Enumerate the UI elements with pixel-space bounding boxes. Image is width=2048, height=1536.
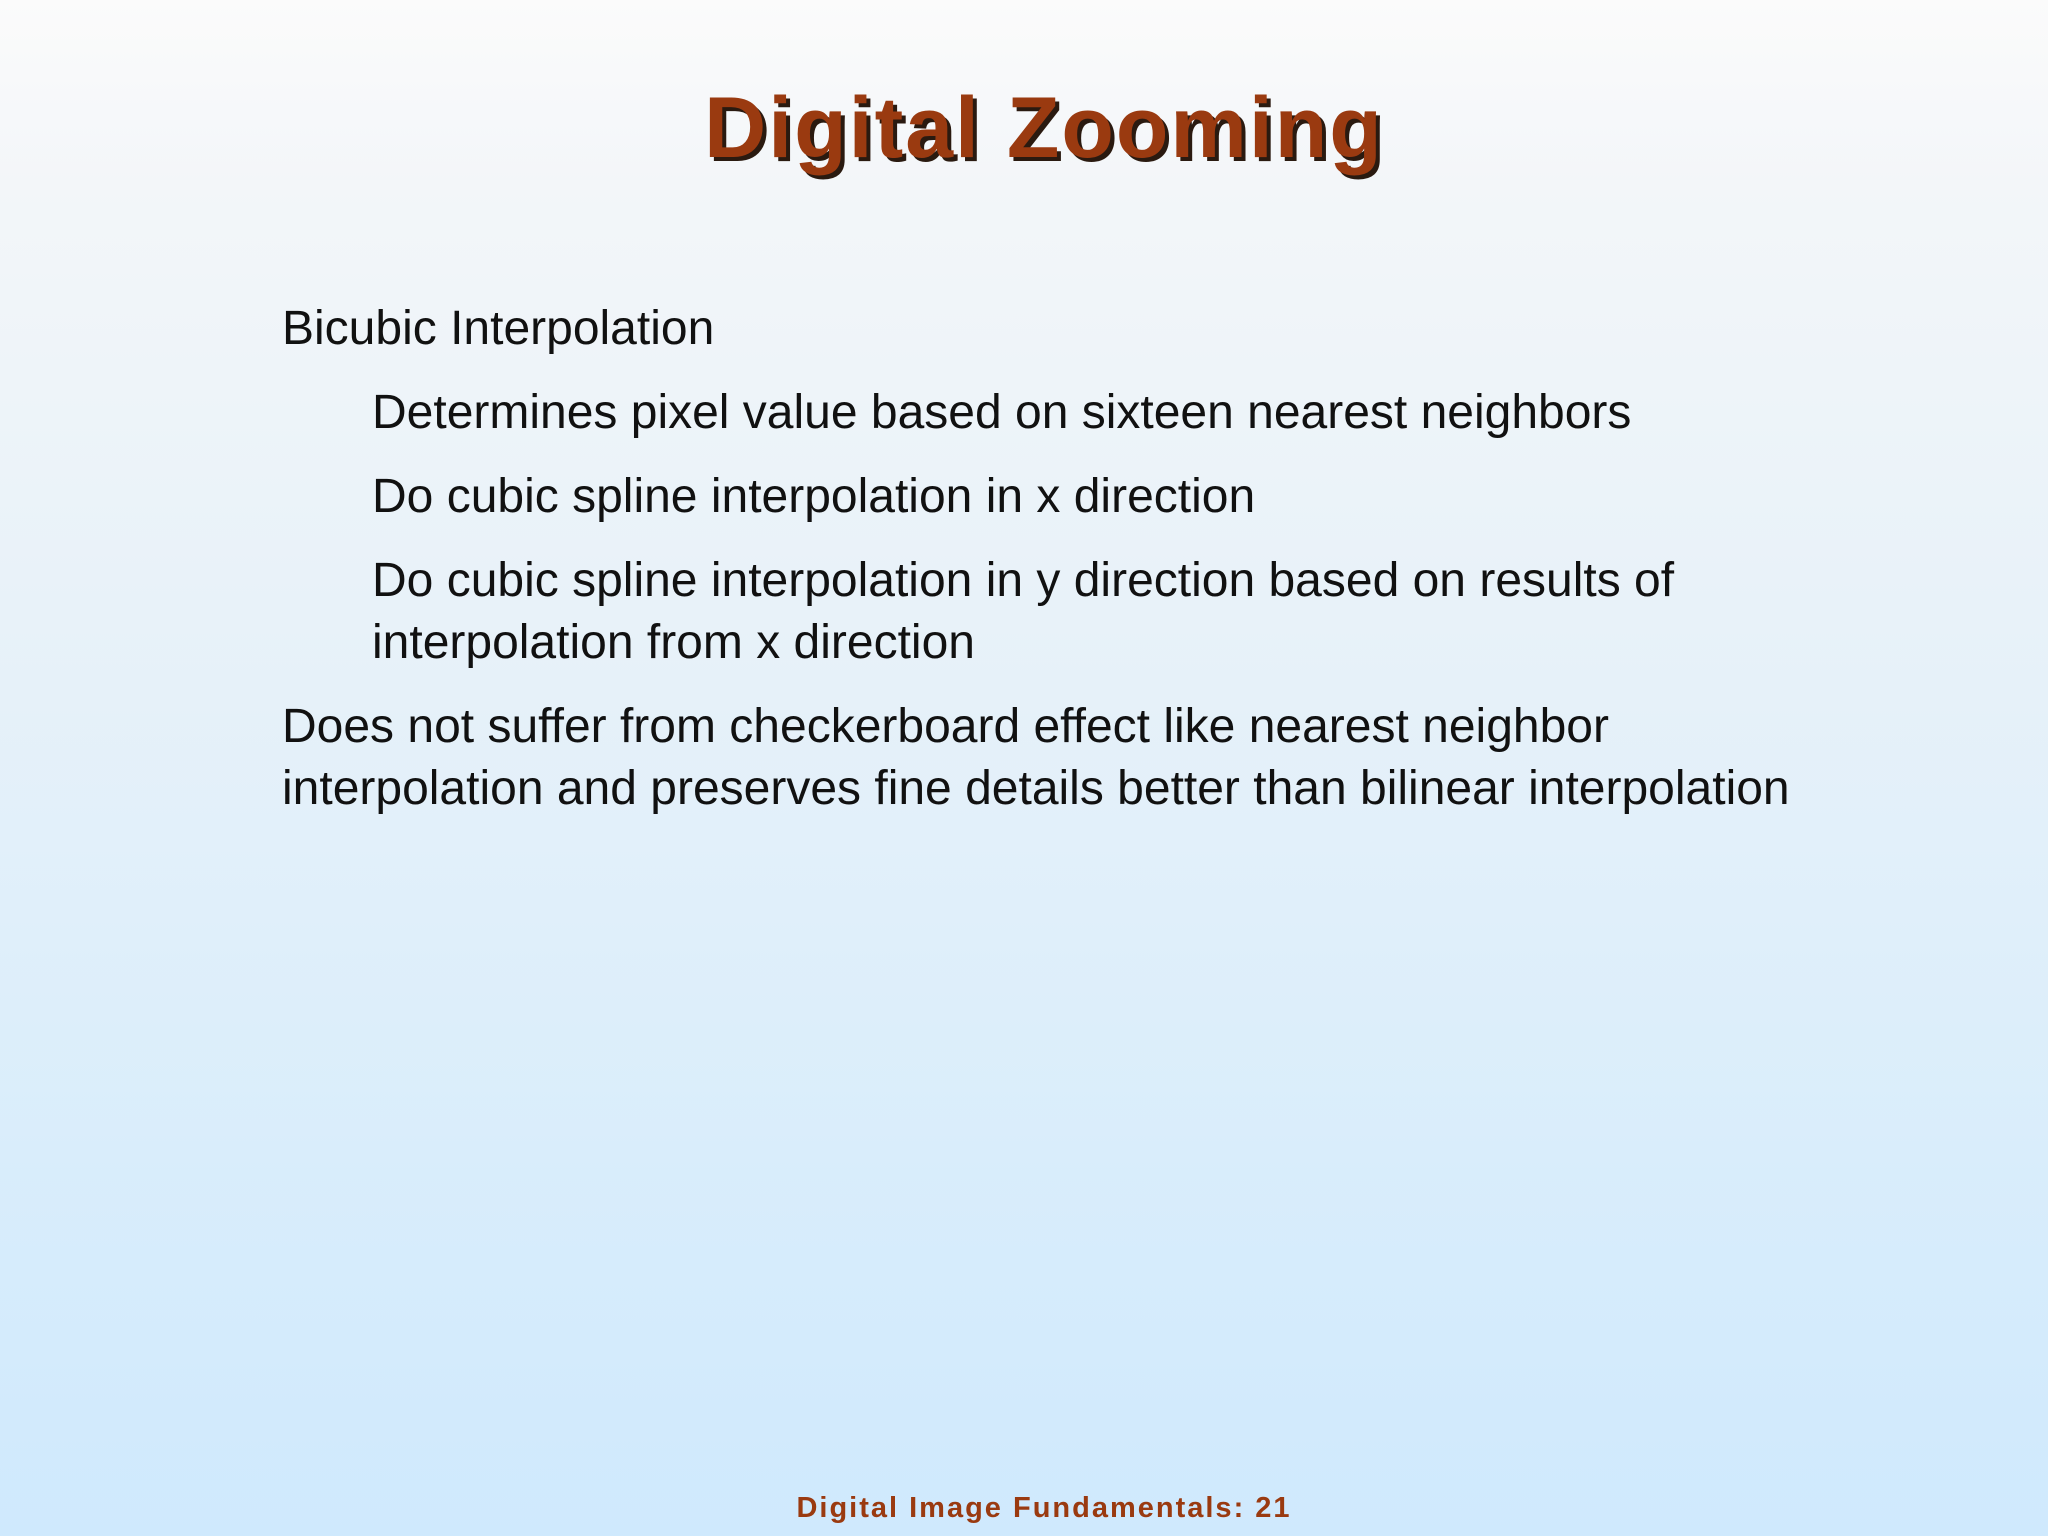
bullet-level1-bicubic: Bicubic Interpolation bbox=[282, 302, 715, 355]
bullet-level2-x-direction: Do cubic spline interpolation in x direction bbox=[372, 470, 1256, 523]
bullet-level2-y-direction: Do cubic spline interpolation in y direction based on results of interpolation from x direction bbox=[372, 554, 1675, 669]
bullet-level2-sixteen-neighbors: Determines pixel value based on sixteen nearest neighbors bbox=[372, 386, 1632, 439]
slide-footer: Digital Image Fundamentals: 21 bbox=[796, 1492, 1292, 1524]
slide-title: Digital Zooming bbox=[704, 80, 1384, 176]
slide-body bbox=[282, 298, 1802, 842]
bullet-level1-checkerboard: Does not suffer from checkerboard effect like nearest neighbor interpolation and preserves fine details better than bilinear interpolation bbox=[282, 700, 1790, 815]
